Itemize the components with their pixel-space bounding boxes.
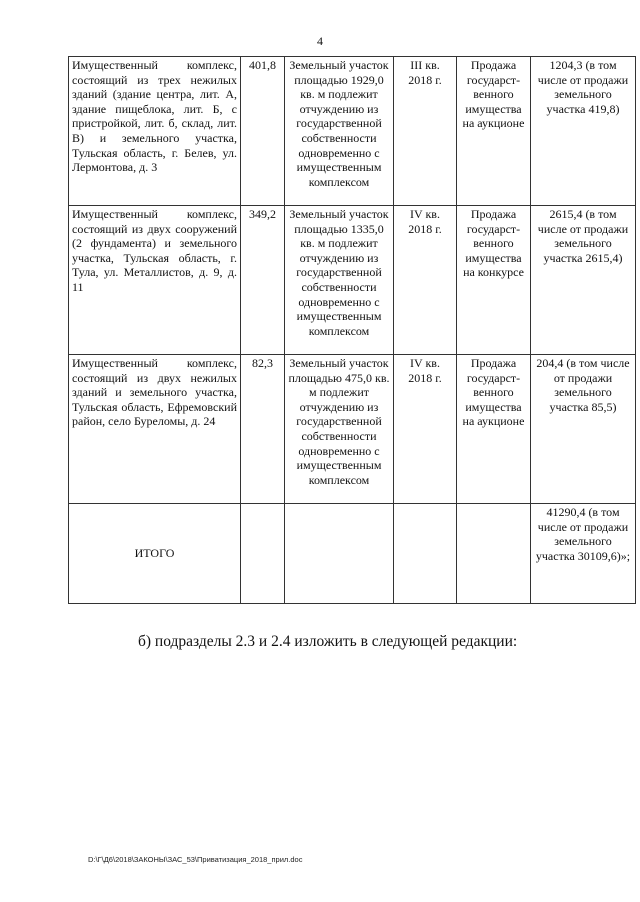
amount-cell: 2615,4 (в том числе от продажи земельного участка 2615,4) [531,206,636,355]
privatization-table [68,56,636,604]
period-cell: IV кв. 2018 г. [394,206,457,355]
empty-cell [241,504,285,604]
land-cell: Земельный участок площадью 475,0 кв. м подлежит отчуждению из государственной собственности одновременно с имущественным комплексом [285,355,394,504]
method-cell: Продажа государст-венного имущества на аукционе [457,355,531,504]
total-label: ИТОГО [69,504,241,604]
empty-cell [285,504,394,604]
total-row [69,504,636,604]
object-cell: Имущественный комплекс, состоящий из трех нежилых зданий (здание центра, лит. А, здание пищеблока, лит. Б, с пристройкой, лит. б, склад, лит. В) и земельного участка, Тульская область, г. Белев, ул. Лермонтова, д. 3 [69,57,241,206]
page-number: 4 [317,34,323,48]
amount-cell: 1204,3 (в том числе от продажи земельного участка 419,8) [531,57,636,206]
table-row [69,355,636,504]
area-cell: 349,2 [241,206,285,355]
object-cell: Имущественный комплекс, состоящий из двух нежилых зданий и земельного участка, Тульская область, Ефремовский район, село Буреломы, д. 24 [69,355,241,504]
table-row [69,57,636,206]
area-cell: 401,8 [241,57,285,206]
file-path-footer: D:\Г\Д6\2018\ЗАКОНЫ\ЗАС_53\Приватизация_2018_прил.doc [88,855,303,864]
land-cell: Земельный участок площадью 1929,0 кв. м подлежит отчуждению из государственной собственности одновременно с имущественным комплексом [285,57,394,206]
land-cell: Земельный участок площадью 1335,0 кв. м подлежит отчуждению из государственной собственности одновременно с имущественным комплексом [285,206,394,355]
empty-cell [394,504,457,604]
object-cell: Имущественный комплекс, состоящий из двух сооружений (2 фундамента) и земельного участка, Тульская область, г. Тула, ул. Металлистов, д. 9, д. 11 [69,206,241,355]
amount-cell: 204,4 (в том числе от продажи земельного участка 85,5) [531,355,636,504]
period-cell: III кв. 2018 г. [394,57,457,206]
area-cell: 82,3 [241,355,285,504]
table-row [69,206,636,355]
total-amount: 41290,4 (в том числе от продажи земельного участка 30109,6)»; [531,504,636,604]
amendment-note: б) подразделы 2.3 и 2.4 изложить в следующей редакции: [138,633,518,650]
method-cell: Продажа государст-венного имущества на аукционе [457,57,531,206]
empty-cell [457,504,531,604]
method-cell: Продажа государст-венного имущества на конкурсе [457,206,531,355]
period-cell: IV кв. 2018 г. [394,355,457,504]
